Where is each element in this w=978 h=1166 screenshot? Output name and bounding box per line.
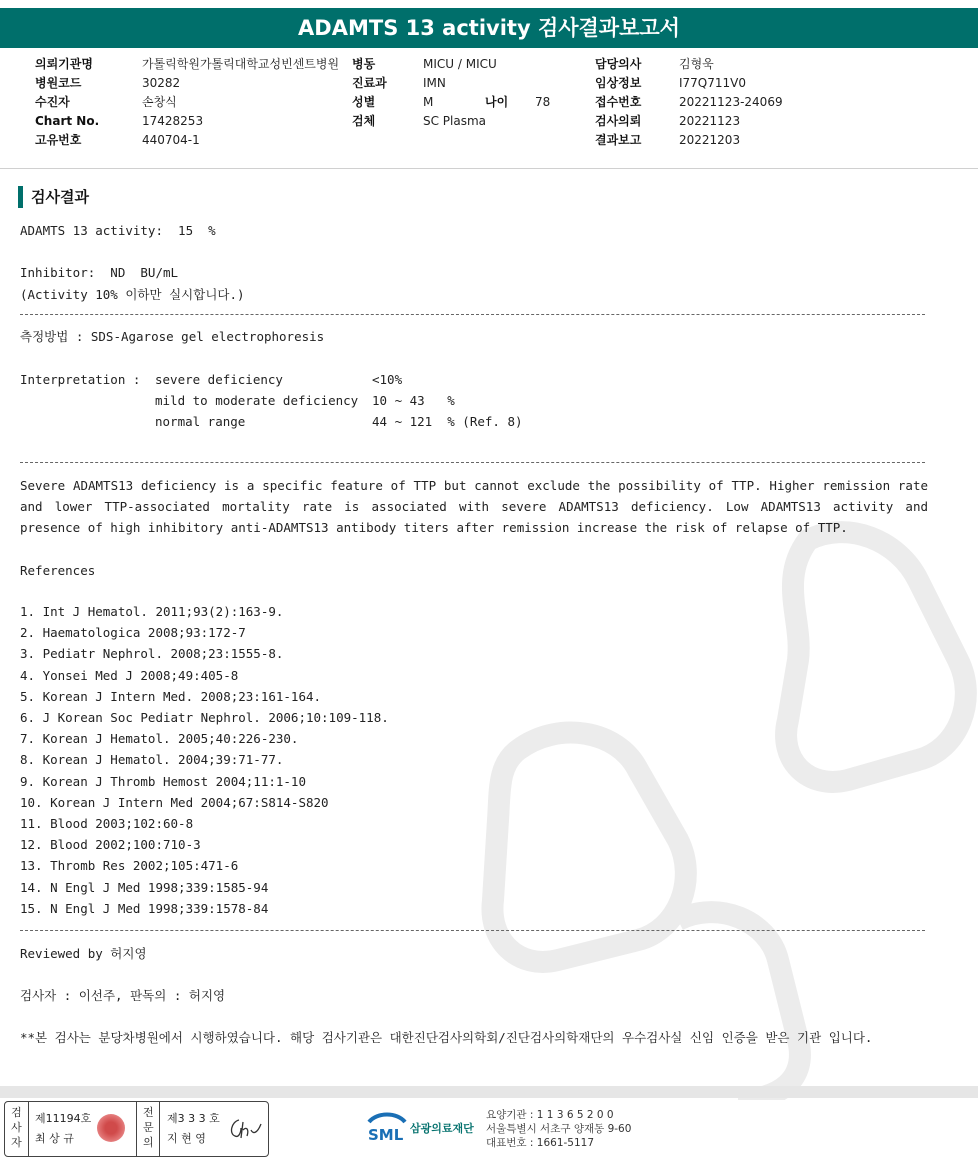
notice: **본 검사는 분당차병원에서 시행하였습니다. 해당 검사기관은 대한진단검사의학회/진단검사의학재단의 우수검사실 신임 인증을 받은 기관 입니다. bbox=[20, 1030, 873, 1045]
value-department: IMN bbox=[423, 76, 446, 90]
activity-result: ADAMTS 13 activity: 15 % bbox=[20, 223, 216, 238]
reference-item: 12. Blood 2002;100:710-3 bbox=[20, 837, 201, 853]
section-title: 검사결과 bbox=[18, 186, 89, 208]
interp-name-mild: mild to moderate deficiency bbox=[155, 393, 359, 408]
reference-item: 4. Yonsei Med J 2008;49:405-8 bbox=[20, 667, 239, 683]
interpretation-label: Interpretation : bbox=[20, 372, 141, 387]
specialist-label: 전문의 bbox=[136, 1102, 160, 1156]
references-list bbox=[20, 601, 389, 919]
references-title: References bbox=[20, 563, 96, 578]
value-receipt-no: 20221123-24069 bbox=[679, 95, 783, 109]
value-patient: 손창식 bbox=[142, 95, 177, 109]
divider-1 bbox=[20, 314, 925, 315]
value-chart-no: 17428253 bbox=[142, 114, 204, 128]
label-age: 나이 bbox=[485, 95, 509, 109]
inhibitor-note: (Activity 10% 이하만 실시합니다.) bbox=[20, 287, 245, 302]
org-info bbox=[486, 1108, 631, 1150]
reference-item: 2. Haematologica 2008;93:172-7 bbox=[20, 625, 246, 641]
value-doctor: 김형욱 bbox=[679, 57, 714, 71]
header-divider bbox=[0, 168, 978, 169]
divider-3 bbox=[20, 930, 925, 931]
examiner-label: 검사자 bbox=[5, 1102, 29, 1156]
label-specimen: 검체 bbox=[352, 114, 376, 128]
reference-item: 6. J Korean Soc Pediatr Nephrol. 2006;10:109-118. bbox=[20, 710, 389, 726]
svg-text:SML: SML bbox=[368, 1126, 404, 1144]
header-col2 bbox=[352, 55, 550, 131]
reference-item: 1. Int J Hematol. 2011;93(2):163-9. bbox=[20, 604, 284, 619]
reference-item: 15. N Engl J Med 1998;339:1578-84 bbox=[20, 900, 269, 916]
value-hospital-code: 30282 bbox=[142, 76, 181, 90]
header-col3 bbox=[595, 55, 783, 150]
signature-icon bbox=[227, 1116, 263, 1142]
reference-item: 9. Korean J Thromb Hemost 2004;11:1-10 bbox=[20, 773, 306, 789]
label-clinical-info: 임상정보 bbox=[595, 76, 642, 90]
value-hospital: 가톨릭학원가톨릭대학교성빈센트병원 bbox=[142, 57, 340, 71]
org-address: 서울특별시 서초구 양재동 9-60 bbox=[486, 1123, 632, 1135]
interp-name-severe: severe deficiency bbox=[155, 372, 283, 387]
divider-2 bbox=[20, 462, 925, 463]
label-hospital: 의뢰기관명 bbox=[35, 57, 93, 71]
examiner-name: 최 상 규 bbox=[35, 1132, 74, 1145]
reference-item: 10. Korean J Intern Med 2004;67:S814-S820 bbox=[20, 794, 329, 810]
org-code: 요양기관 : 1 1 3 6 5 2 0 0 bbox=[486, 1109, 614, 1121]
value-unique-no: 440704-1 bbox=[142, 133, 200, 147]
value-request-date: 20221123 bbox=[679, 114, 741, 128]
signature-box bbox=[4, 1101, 269, 1157]
report-title: ADAMTS 13 activity 검사결과보고서 bbox=[0, 8, 978, 48]
label-sex: 성별 bbox=[352, 95, 376, 109]
org-name: 삼광의료재단 bbox=[410, 1122, 474, 1135]
sml-logo-icon bbox=[365, 1108, 409, 1148]
value-ward: MICU / MICU bbox=[423, 57, 497, 71]
interp-value-mild: 10 ~ 43 % bbox=[372, 393, 455, 408]
reference-item: 7. Korean J Hematol. 2005;40:226-230. bbox=[20, 731, 299, 747]
examiner-license: 제11194호 bbox=[35, 1112, 92, 1125]
label-chart-no: Chart No. bbox=[35, 114, 100, 128]
inhibitor-result: Inhibitor: ND BU/mL bbox=[20, 265, 179, 280]
interp-value-normal: 44 ~ 121 % (Ref. 8) bbox=[372, 414, 523, 429]
value-age: 78 bbox=[535, 95, 551, 109]
label-department: 진료과 bbox=[352, 76, 387, 90]
reference-item: 5. Korean J Intern Med. 2008;23:161-164. bbox=[20, 688, 322, 704]
label-receipt-no: 접수번호 bbox=[595, 95, 642, 109]
reference-item: 3. Pediatr Nephrol. 2008;23:1555-8. bbox=[20, 646, 284, 662]
description: Severe ADAMTS13 deficiency is a specific feature of TTP but cannot exclude the possibility of TTP. Higher remission rate and lower TTP-associated mortality rate is associated with severe ADAMTS13 deficiency. Low ADAMTS13 activity and presence of high inhibitory anti-ADAMTS13 antibody titers after remission increase the risk of relapse of TTP. bbox=[20, 478, 928, 535]
value-clinical-info: I77Q711V0 bbox=[679, 76, 747, 90]
reference-item: 13. Thromb Res 2002;105:471-6 bbox=[20, 858, 239, 874]
seal-icon bbox=[97, 1114, 125, 1142]
method: 측정방법 : SDS-Agarose gel electrophoresis bbox=[20, 329, 325, 344]
examiners: 검사자 : 이선주, 판독의 : 허지영 bbox=[20, 988, 226, 1003]
value-specimen: SC Plasma bbox=[423, 114, 487, 128]
label-report-date: 결과보고 bbox=[595, 133, 642, 147]
reference-item: 8. Korean J Hematol. 2004;39:71-77. bbox=[20, 752, 284, 768]
label-doctor: 담당의사 bbox=[595, 57, 642, 71]
label-ward: 병동 bbox=[352, 57, 376, 71]
label-hospital-code: 병원코드 bbox=[35, 76, 82, 90]
header-col1 bbox=[35, 55, 339, 150]
specialist-license: 제3 3 3 호 bbox=[167, 1112, 220, 1125]
org-phone: 대표번호 : 1661-5117 bbox=[486, 1137, 595, 1149]
label-patient: 수진자 bbox=[35, 95, 70, 109]
reference-item: 14. N Engl J Med 1998;339:1585-94 bbox=[20, 879, 269, 895]
label-unique-no: 고유번호 bbox=[35, 133, 82, 147]
specialist-name: 지 현 영 bbox=[167, 1132, 206, 1145]
interp-value-severe: <10% bbox=[372, 372, 403, 387]
reference-item: 11. Blood 2003;102:60-8 bbox=[20, 816, 194, 832]
value-sex: M bbox=[423, 95, 434, 109]
reviewed-by: Reviewed by 허지영 bbox=[20, 946, 147, 961]
value-report-date: 20221203 bbox=[679, 133, 741, 147]
watermark-icon bbox=[378, 500, 978, 1100]
footer-bar bbox=[0, 1086, 978, 1098]
label-request-date: 검사의뢰 bbox=[595, 114, 642, 128]
interp-name-normal: normal range bbox=[155, 414, 246, 429]
